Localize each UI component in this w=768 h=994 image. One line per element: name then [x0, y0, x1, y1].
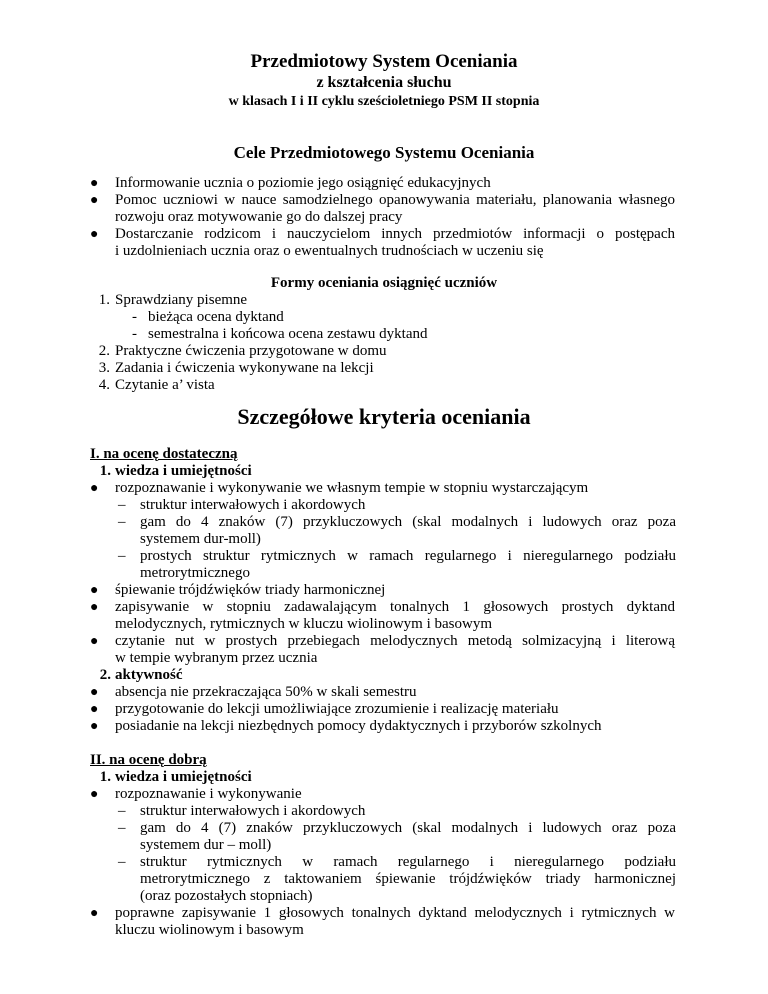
s1-bullet-3-line-2: melodycznych, rytmicznych w kluczu wiolinowym i basowym — [115, 616, 492, 632]
dash-marker: – — [118, 548, 126, 564]
goal-item-2-line-2: rozwoju oraz motywowanie go do dalszej pracy — [115, 209, 403, 225]
s1-dash-3-line-1: prostych struktur rytmicznych w ramach regularnego i nieregularnego podziału — [140, 548, 676, 564]
goal-item-2-line-1: Pomoc uczniowi w nauce samodzielnego opanowywania materiału, planowania własnego — [115, 192, 675, 208]
list-number: 1. — [98, 292, 110, 308]
document-scope: w klasach I i II cyklu sześcioletniego PSM II stopnia — [228, 94, 540, 109]
list-number: 2. — [99, 667, 111, 683]
dash-marker: - — [132, 326, 137, 342]
section-1-activity: aktywność — [115, 667, 183, 683]
bullet-icon: ● — [90, 583, 99, 598]
section-2-knowledge: wiedza i umiejętności — [115, 769, 252, 785]
section-2-title: II. na ocenę dobrą — [90, 752, 207, 768]
s1-bullet-3-line-1: zapisywanie w stopniu zadawalającym tonalnych 1 głosowych prostych dyktand — [115, 599, 675, 615]
s1-dash-3-line-2: metrorytmicznego — [140, 565, 250, 581]
s1-bullet-5: absencja nie przekraczająca 50% w skali semestru — [115, 684, 417, 700]
dash-marker: – — [118, 514, 126, 530]
criteria-heading: Szczegółowe kryteria oceniania — [237, 404, 531, 429]
document-subtitle: z kształcenia słuchu — [316, 74, 452, 91]
bullet-icon: ● — [90, 634, 99, 649]
list-number: 4. — [98, 377, 110, 393]
s2-dash-3-line-3: (oraz pozostałych stopniach) — [140, 888, 313, 904]
s1-bullet-4-line-2: w tempie wybranym przez ucznia — [115, 650, 318, 666]
dash-marker: – — [118, 820, 126, 836]
s2-bullet-2-line-1: poprawne zapisywanie 1 głosowych tonalnych dyktand melodycznych i rytmicznych w — [115, 905, 675, 921]
s1-bullet-4-line-1: czytanie nut w prostych przebiegach melodycznych metodą solmizacyjną i literową — [115, 633, 675, 649]
bullet-icon: ● — [90, 176, 99, 191]
s2-dash-2-line-1: gam do 4 (7) znaków przykluczowych (skal modalnych i ludowych oraz poza — [140, 820, 676, 836]
goal-item-1: Informowanie ucznia o poziomie jego osiągnięć edukacyjnych — [115, 175, 491, 191]
goal-item-3-line-1: Dostarczanie rodzicom i nauczycielom innych przedmiotów informacji o postępach — [115, 226, 675, 242]
s2-dash-3-line-1: struktur rytmicznych w ramach regularnego i nieregularnego podziału — [140, 854, 676, 870]
bullet-icon: ● — [90, 481, 99, 496]
forms-item-4: Czytanie a’ vista — [115, 377, 215, 393]
document-title: Przedmiotowy System Oceniania — [250, 51, 518, 72]
s1-bullet-1: rozpoznawanie i wykonywanie we własnym tempie w stopniu wystarczającym — [115, 480, 589, 496]
bullet-icon: ● — [90, 227, 99, 242]
bullet-icon: ● — [90, 719, 99, 734]
bullet-icon: ● — [90, 685, 99, 700]
bullet-icon: ● — [90, 193, 99, 208]
s1-bullet-6: przygotowanie do lekcji umożliwiające zrozumienie i realizację materiału — [115, 701, 559, 717]
list-number: 1. — [99, 769, 111, 785]
section-1-title: I. na ocenę dostateczną — [90, 446, 238, 462]
s1-dash-2-line-2: systemem dur-moll) — [140, 531, 261, 547]
bullet-icon: ● — [90, 600, 99, 615]
list-number: 1. — [99, 463, 111, 479]
dash-marker: – — [118, 803, 126, 819]
s1-dash-2-line-1: gam do 4 znaków (7) przykluczowych (skal modalnych i ludowych oraz poza — [140, 514, 676, 530]
s1-bullet-7: posiadanie na lekcji niezbędnych pomocy dydaktycznych i przyborów szkolnych — [115, 718, 602, 734]
forms-item-1: Sprawdziany pisemne — [115, 292, 248, 308]
forms-item-2: Praktyczne ćwiczenia przygotowane w domu — [115, 343, 387, 359]
goal-item-3-line-2: i uzdolnieniach ucznia oraz o ewentualnych trudnościach w uczeniu się — [115, 243, 544, 259]
bullet-icon: ● — [90, 906, 99, 921]
forms-heading: Formy oceniania osiągnięć uczniów — [270, 275, 498, 291]
s1-bullet-2: śpiewanie trójdźwięków triady harmonicznej — [115, 582, 386, 598]
bullet-icon: ● — [90, 787, 99, 802]
bullet-icon: ● — [90, 702, 99, 717]
list-number: 2. — [98, 343, 110, 359]
s2-bullet-2-line-2: kluczu wiolinowym i basowym — [115, 922, 304, 938]
s2-dash-1: struktur interwałowych i akordowych — [140, 803, 366, 819]
s2-dash-2-line-2: systemem dur – moll) — [140, 837, 272, 853]
dash-marker: – — [118, 497, 126, 513]
dash-marker: - — [132, 309, 137, 325]
forms-sub-1: bieżąca ocena dyktand — [148, 309, 284, 325]
forms-item-3: Zadania i ćwiczenia wykonywane na lekcji — [115, 360, 374, 376]
section-1-knowledge: wiedza i umiejętności — [115, 463, 252, 479]
list-number: 3. — [98, 360, 110, 376]
dash-marker: – — [118, 854, 126, 870]
s2-bullet-1: rozpoznawanie i wykonywanie — [115, 786, 302, 802]
goals-heading: Cele Przedmiotowego Systemu Oceniania — [233, 143, 535, 162]
s1-dash-1: struktur interwałowych i akordowych — [140, 497, 366, 513]
s2-dash-3-line-2: metrorytmicznego z taktowaniem śpiewanie trójdźwięków triady harmonicznej — [140, 871, 676, 887]
forms-sub-2: semestralna i końcowa ocena zestawu dyktand — [148, 326, 428, 342]
